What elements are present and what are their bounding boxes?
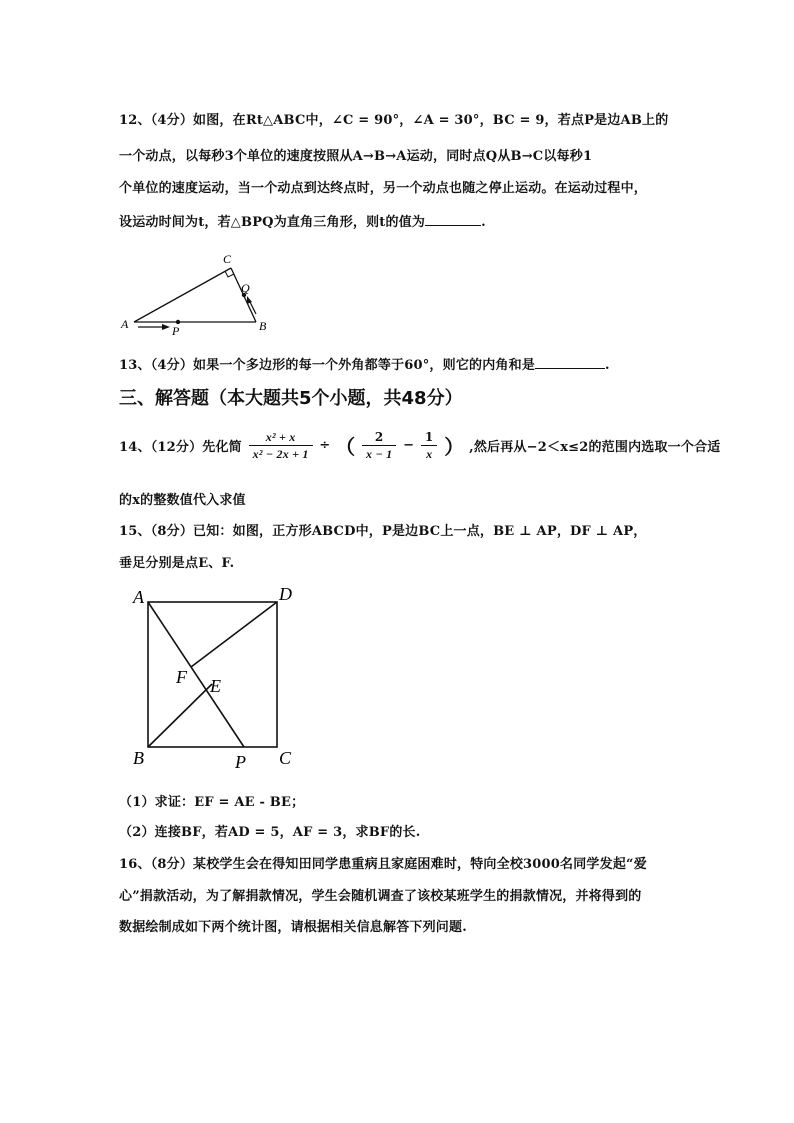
q15-line-1: 15、（8分）已知：如图，正方形ABCD中，P是边BC上一点，BE ⊥ AP，DF ⊥ AP， — [119, 524, 647, 539]
q14-frac3-numerator: 1 — [421, 429, 438, 446]
label-c: C — [279, 748, 292, 768]
label-p: P — [235, 752, 246, 772]
q14-frac1-denominator: x² − 2x + 1 — [252, 447, 309, 461]
square-abcd — [148, 602, 277, 747]
q14-line-2: 的x的整数值代入求值 — [119, 493, 246, 508]
q14-minus: − — [403, 438, 415, 453]
section-heading: 三、解答题（本大题共5个小题，共48分） — [119, 388, 463, 409]
q16-line-2: 心”捐款活动，为了解捐款情况，学生会随机调查了该校某班学生的捐款情况，并将得到的 — [119, 889, 642, 904]
q14-fraction-1 — [249, 429, 313, 462]
q13-line — [119, 354, 610, 373]
q14-prefix: 14、（12分）先化简 — [119, 440, 242, 455]
q12-triangle-figure — [118, 248, 278, 338]
q12-line-4-text: 设运动时间为t，若△BPQ为直角三角形，则t的值为 — [119, 215, 426, 230]
label-p: P — [172, 324, 180, 338]
segment-ap — [148, 602, 244, 747]
q15-line-2: 垂足分别是点E、F. — [119, 556, 235, 571]
label-c: C — [223, 252, 232, 266]
q15-part-2: （2）连接BF，若AD = 5，AF = 3，求BF的长. — [119, 825, 421, 840]
q14-frac3-denominator: x — [426, 447, 433, 461]
q16-line-1: 16、（8分）某校学生会在得知田同学患重病且家庭困难时，特向全校3000名同学发起“爱 — [119, 857, 647, 872]
label-a: A — [133, 587, 144, 607]
q14-rparen: ） — [444, 435, 465, 459]
q12-line-2: 一个动点，以每秒3个单位的速度按照从A→B→A运动，同时点Q从B→C以每秒1 — [119, 149, 593, 164]
segment-df — [191, 602, 277, 667]
q15-part-1: （1）求证：EF = AE - BE； — [119, 795, 305, 810]
q14-lparen: （ — [335, 435, 356, 459]
q12-line-4-end: . — [481, 215, 486, 230]
q12-answer-blank — [425, 213, 481, 226]
q-arrow-head — [247, 296, 252, 304]
q14-fraction-2 — [362, 429, 396, 462]
q12-line-3: 个单位的速度运动，当一个动点到达终点时，另一个动点也随之停止运动。在运动过程中， — [119, 181, 648, 196]
label-d: D — [279, 584, 292, 604]
q14-fraction-3 — [421, 429, 438, 462]
q13-answer-blank — [535, 356, 605, 369]
q13-end: . — [605, 358, 610, 373]
segment-be — [148, 684, 212, 747]
q14-suffix: ,然后再从−2＜x≤2的范围内选取一个合适 — [469, 440, 721, 455]
label-b: B — [259, 319, 267, 333]
q14-frac2-denominator: x − 1 — [366, 447, 393, 461]
label-f: F — [176, 667, 187, 687]
p-arrow-head — [162, 324, 170, 330]
label-a: A — [121, 317, 129, 331]
q12-line-1: 12、（4分）如图，在Rt△ABC中，∠C = 90°，∠A = 30°，BC = 9，若点P是边AB上的 — [119, 113, 669, 128]
side-ac — [134, 268, 231, 322]
q15-square-figure — [128, 580, 308, 775]
q16-line-3: 数据绘制成如下两个统计图，请根据相关信息解答下列问题. — [119, 920, 467, 935]
q13-text: 13、（4分）如果一个多边形的每一个外角都等于60°，则它的内角和是 — [119, 358, 536, 373]
q14-div: ÷ — [319, 438, 331, 453]
q14-frac1-numerator: x² + x — [249, 429, 313, 446]
q14-line-1 — [119, 429, 720, 462]
q12-line-4 — [119, 211, 486, 230]
label-e: E — [210, 676, 221, 696]
label-q: Q — [241, 281, 250, 295]
label-b: B — [133, 748, 144, 768]
q14-frac2-numerator: 2 — [362, 429, 396, 446]
